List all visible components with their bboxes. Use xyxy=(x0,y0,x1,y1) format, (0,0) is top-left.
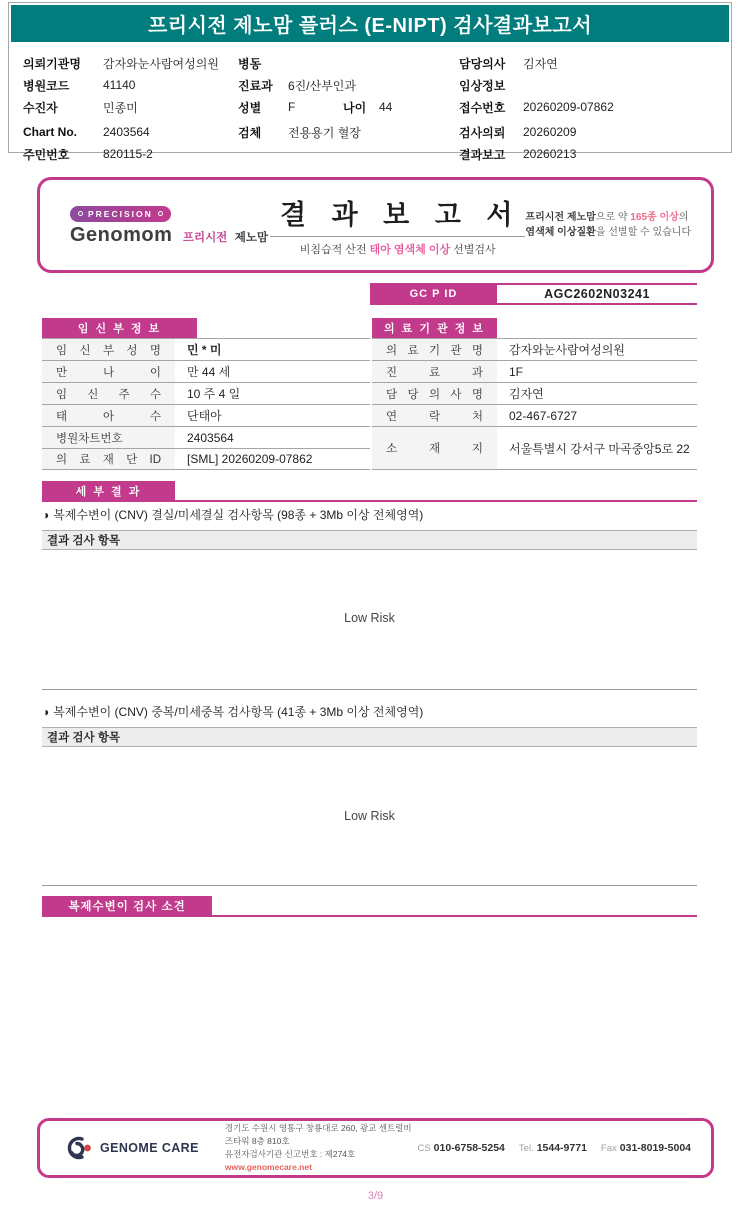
precision-badge xyxy=(70,206,171,222)
cnv-duplication-result: Low Risk xyxy=(344,809,395,823)
row-value: 만 44 세 xyxy=(187,365,231,379)
field-value: 6진/산부인과 xyxy=(288,78,356,93)
field-label: 성별 xyxy=(238,100,262,115)
row-value: 서울특별시 강서구 마곡중앙5로 22 xyxy=(509,441,690,456)
row-label: 임 신 주 수 xyxy=(42,383,175,404)
company-address xyxy=(225,1122,418,1175)
cnv-deletion-result: Low Risk xyxy=(344,611,395,625)
contact-value: 031-8019-5004 xyxy=(619,1142,691,1154)
tel-phone xyxy=(519,1142,587,1154)
report-title: 결 과 보 고 서 xyxy=(270,193,525,237)
field-resident-id xyxy=(23,143,219,165)
gc-p-id-value: AGC2602N03241 xyxy=(497,283,697,305)
field-attending-doctor xyxy=(459,52,614,74)
cs-phone xyxy=(417,1142,504,1154)
note-disease-bold: 염색체 이상질환 xyxy=(525,227,596,238)
subtitle-pre: 비침습적 산전 xyxy=(299,244,370,256)
note-text: 의 xyxy=(678,211,689,223)
field-label: 검사의뢰 xyxy=(459,125,506,140)
gc-p-id-label: GC P ID xyxy=(370,283,497,305)
field-value: 44 xyxy=(379,100,393,114)
field-hospital-code xyxy=(23,74,219,96)
field-value: 41140 xyxy=(103,78,136,92)
section-divider xyxy=(42,689,697,690)
cnv-findings-title: 복제수변이 검사 소견 xyxy=(42,896,212,915)
cnv-duplication-column-header xyxy=(42,727,697,747)
note-count-accent: 165종 이상 xyxy=(630,211,679,223)
badge-label: PRECISION xyxy=(88,208,153,219)
row-label: 임 신 부 성 명 xyxy=(42,339,175,360)
row-value: 김자연 xyxy=(509,387,544,401)
field-report-date xyxy=(459,143,614,165)
field-value: 2403564 xyxy=(103,125,150,139)
row-value: 민 * 미 xyxy=(187,343,222,357)
brand-name xyxy=(70,224,270,247)
clinic-info-header: 의 료 기 관 정 보 xyxy=(372,318,497,338)
report-title-bar xyxy=(11,5,729,42)
patient-header-info xyxy=(9,44,731,162)
field-specimen xyxy=(238,121,392,143)
row-value: 02-467-6727 xyxy=(509,408,578,423)
gc-logo-icon xyxy=(60,1134,94,1162)
table-row xyxy=(372,382,697,404)
note-brand: 프리시전 제노맘 xyxy=(525,211,596,223)
subtitle-post: 선별검사 xyxy=(450,244,496,256)
brand-name-en: Genomom xyxy=(70,223,173,246)
row-label: 의 료 기 관 명 xyxy=(372,339,497,360)
field-order-date xyxy=(459,121,614,143)
contact-info xyxy=(417,1142,691,1154)
field-clinical-info xyxy=(459,74,614,96)
field-ordering-institution xyxy=(23,52,219,74)
field-department xyxy=(238,74,392,96)
contact-label: CS xyxy=(417,1143,431,1154)
field-value: 전용용기 혈장 xyxy=(288,125,361,140)
field-label: 임상정보 xyxy=(459,78,506,93)
table-row xyxy=(372,404,697,426)
genomom-logo xyxy=(40,203,270,247)
badge-dot-icon xyxy=(158,211,163,216)
field-label: 수진자 xyxy=(23,100,58,115)
row-label: 의 료 재 단 ID xyxy=(42,449,175,469)
field-label: 나이 xyxy=(343,100,367,115)
row-value: 2403564 xyxy=(187,430,234,445)
row-value: 감자와눈사람여성의원 xyxy=(509,343,625,357)
field-label: 검체 xyxy=(238,125,262,140)
subtitle-accent: 태아 염색체 이상 xyxy=(369,244,451,256)
field-ward xyxy=(238,52,392,74)
mother-info-header: 임 신 부 정 보 xyxy=(42,318,197,338)
field-label: 병동 xyxy=(238,56,262,71)
field-label: 의뢰기관명 xyxy=(23,56,81,71)
row-label: 진 료 과 xyxy=(372,361,497,382)
row-label: 소 재 지 xyxy=(372,427,497,469)
field-label: 진료과 xyxy=(238,78,273,93)
note-text: 으로 약 xyxy=(595,211,631,223)
genome-care-logo xyxy=(60,1134,199,1162)
note-text: 을 선별할 수 있습니다 xyxy=(595,227,692,238)
row-value: 10 주 4 일 xyxy=(187,387,241,401)
clinic-info-table xyxy=(372,318,697,470)
row-label: 만 나 이 xyxy=(42,361,175,382)
section-title-text: 복제수변이 (CNV) 결실/미세결실 검사항목 (98종 + 3Mb 이상 전체영역) xyxy=(53,508,424,522)
page-number: 3/9 xyxy=(367,1190,384,1202)
address-line-2: 유전자검사기관 신고번호 : 제274호 xyxy=(224,1149,356,1159)
table-row xyxy=(42,426,370,448)
table-row xyxy=(42,404,370,426)
badge-dot-icon xyxy=(78,211,83,216)
page-title: 프리시전 제노맘 플러스 (E-NIPT) 검사결과보고서 xyxy=(147,15,593,37)
half-circle-bullet-icon: ◑ xyxy=(42,705,50,719)
website-link[interactable]: www.genomecare.net xyxy=(224,1162,312,1173)
row-label: 연 락 처 xyxy=(372,405,497,426)
brand-name-kr: 제노맘 xyxy=(234,231,269,244)
screening-note xyxy=(525,210,715,241)
header-info-col3 xyxy=(459,52,614,165)
report-brand-card xyxy=(37,177,714,273)
table-row xyxy=(42,338,370,360)
field-label: 접수번호 xyxy=(459,100,506,115)
company-name: GENOME CARE xyxy=(100,1141,199,1155)
table-row xyxy=(42,382,370,404)
field-label: Chart No. xyxy=(23,125,77,139)
row-label: 태 아 수 xyxy=(42,405,175,426)
row-value: 1F xyxy=(509,364,524,379)
field-label: 결과보고 xyxy=(459,147,506,162)
header-info-col2 xyxy=(238,52,392,143)
table-row xyxy=(372,360,697,382)
field-sex-age xyxy=(238,96,392,118)
table-row xyxy=(42,360,370,382)
half-circle-bullet-icon: ◑ xyxy=(42,508,50,522)
cnv-deletion-column-header xyxy=(42,530,697,550)
field-label: 병원코드 xyxy=(23,78,70,93)
cnv-findings-section-header xyxy=(42,896,697,917)
field-accession-no xyxy=(459,96,614,118)
fax-number xyxy=(601,1142,691,1154)
field-value: 20260209 xyxy=(523,125,577,139)
brand-name-kr-accent: 프리시전 xyxy=(182,231,228,244)
cnv-duplication-section-title xyxy=(42,703,697,720)
section-title-text: 복제수변이 (CNV) 중복/미세중복 검사항목 (41종 + 3Mb 이상 전체영역) xyxy=(53,705,424,719)
row-value: [SML] 20260209-07862 xyxy=(187,452,313,466)
table-row xyxy=(372,338,697,360)
field-value: 20260209-07862 xyxy=(523,100,614,114)
field-value: 민종미 xyxy=(103,100,138,115)
mother-info-table xyxy=(42,318,370,470)
column-header-text: 결과 검사 항목 xyxy=(47,732,121,744)
field-label: 주민번호 xyxy=(23,147,70,162)
field-label: 담당의사 xyxy=(459,56,506,71)
field-value: 김자연 xyxy=(523,56,558,71)
address-line-1: 경기도 수원시 영통구 창룡대로 260, 광교 센트럴비즈타워 8층 810호 xyxy=(224,1122,412,1146)
field-patient-name xyxy=(23,96,219,118)
row-label: 담 당 의 사 명 xyxy=(372,383,497,404)
report-subtitle xyxy=(270,241,525,257)
field-value: 20260213 xyxy=(523,147,577,161)
section-divider xyxy=(42,885,697,886)
detail-results-title: 세 부 결 과 xyxy=(42,481,175,500)
header-info-col1 xyxy=(23,52,219,165)
field-value: 820115-2 xyxy=(103,147,153,161)
detail-results-section-header xyxy=(42,481,697,502)
field-value: F xyxy=(288,100,296,114)
table-row xyxy=(42,448,370,470)
his-header-panel xyxy=(8,2,732,162)
column-header-text: 결과 검사 항목 xyxy=(47,535,121,547)
row-value: 단태아 xyxy=(187,409,222,423)
table-row xyxy=(372,426,697,470)
contact-label: Fax xyxy=(600,1143,617,1154)
field-chart-no xyxy=(23,121,219,143)
contact-label: Tel. xyxy=(518,1143,534,1154)
field-value: 감자와눈사람여성의원 xyxy=(103,56,219,71)
cnv-deletion-section-title xyxy=(42,506,697,523)
report-title-block xyxy=(270,193,525,257)
contact-value: 010-6758-5254 xyxy=(433,1142,505,1154)
gc-p-id-bar xyxy=(370,283,697,305)
contact-value: 1544-9771 xyxy=(536,1142,587,1154)
footer-card xyxy=(37,1118,714,1178)
row-label: 병원차트번호 xyxy=(42,427,175,448)
